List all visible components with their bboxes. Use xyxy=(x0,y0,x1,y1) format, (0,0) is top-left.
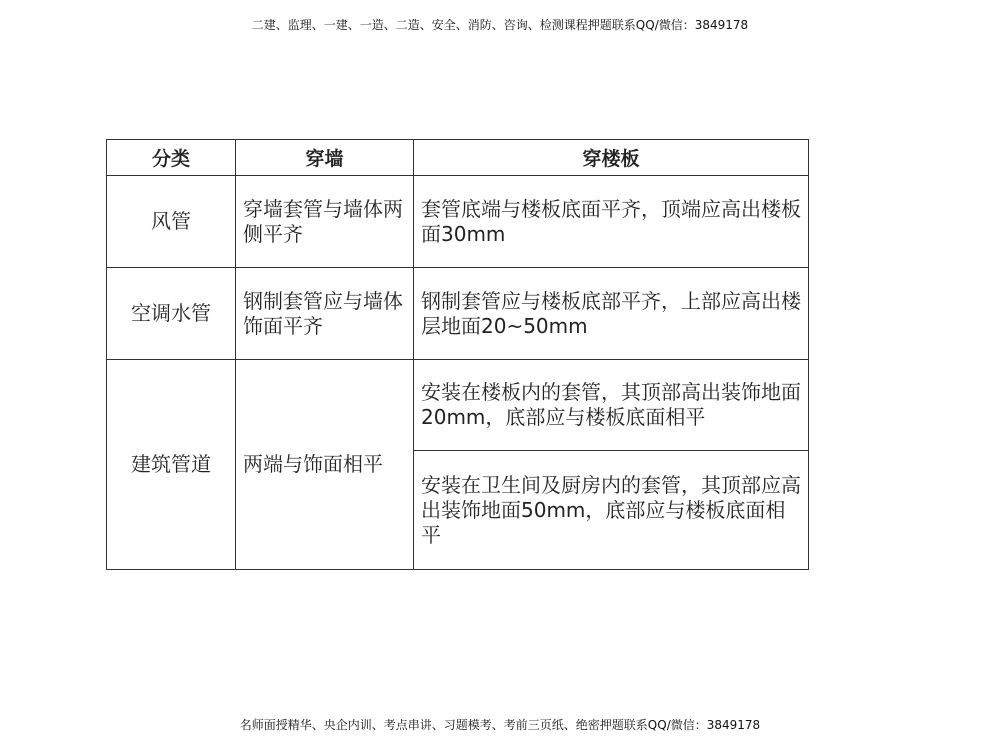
through-floor-cell: 套管底端与楼板底面平齐，顶端应高出楼板面30mm xyxy=(414,176,809,268)
category-cell: 风管 xyxy=(107,176,236,268)
casing-spec-table xyxy=(106,139,809,570)
through-wall-cell: 穿墙套管与墙体两侧平齐 xyxy=(236,176,414,268)
through-wall-cell: 两端与饰面相平 xyxy=(236,360,414,570)
header-banner: 二建、监理、一建、一造、二造、安全、消防、咨询、检测课程押题联系QQ/微信：3849178 xyxy=(251,18,749,32)
table-row xyxy=(107,268,809,360)
category-cell: 空调水管 xyxy=(107,268,236,360)
through-floor-cell: 安装在楼板内的套管，其顶部高出装饰地面20mm，底部应与楼板底面相平 xyxy=(414,360,809,451)
table-row xyxy=(107,176,809,268)
header-through-wall: 穿墙 xyxy=(236,140,414,176)
footer-banner: 名师面授精华、央企内训、考点串讲、习题模考、考前三页纸、绝密押题联系QQ/微信：3849178 xyxy=(239,718,761,732)
header-through-floor: 穿楼板 xyxy=(414,140,809,176)
through-floor-cell: 安装在卫生间及厨房内的套管，其顶部应高出装饰地面50mm，底部应与楼板底面相平 xyxy=(414,451,809,570)
table-header-row xyxy=(107,140,809,176)
through-wall-cell: 钢制套管应与墙体饰面平齐 xyxy=(236,268,414,360)
through-floor-cell: 钢制套管应与楼板底部平齐，上部应高出楼层地面20~50mm xyxy=(414,268,809,360)
table-row xyxy=(107,360,809,451)
header-category: 分类 xyxy=(107,140,236,176)
category-cell: 建筑管道 xyxy=(107,360,236,570)
